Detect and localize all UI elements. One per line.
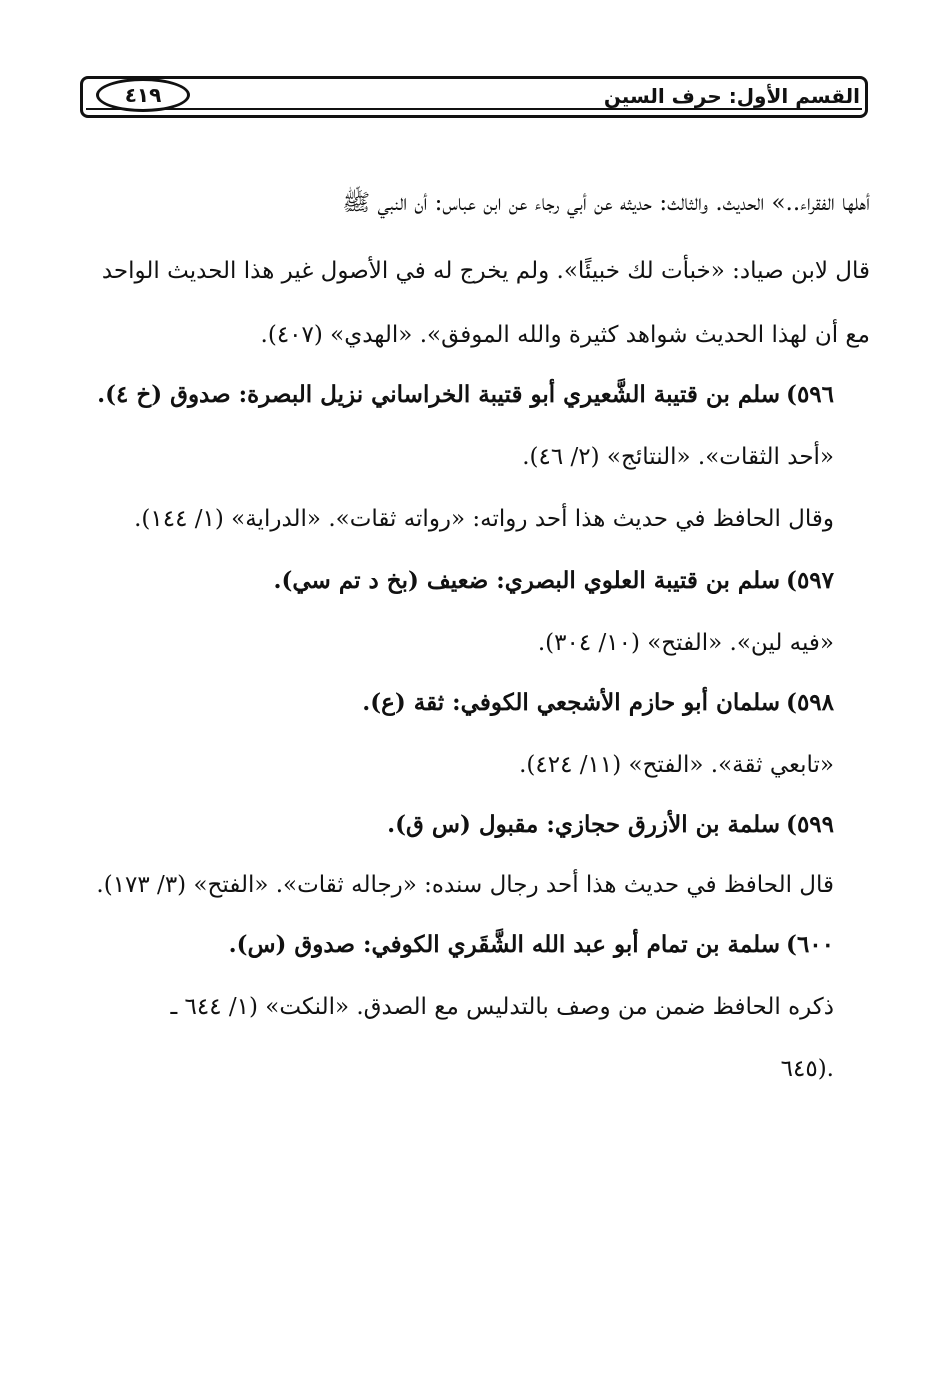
text-line-1: أهلها الفقراء..» الحديث. والثالث: حديثه عن أبي رجاء عن ابن عباس: أن النبي ﷺ (342, 190, 870, 216)
note-596-b: وقال الحافظ في حديث هذا أحد رواته: «رواته ثقات». «الدراية» (١/ ١٤٤). (134, 506, 834, 532)
entry-text: سلمة بن تمام أبو عبد الله الشَّقَري الكوفي: صدوق (س). (228, 931, 781, 958)
entry-text: سلم بن قتيبة الشَّعيري أبو قتيبة الخراساني نزيل البصرة: صدوق (خ ٤). (97, 381, 781, 408)
entry-598 (362, 686, 834, 720)
entry-text: سلمة بن الأزرق حجازي: مقبول (س ق). (387, 811, 781, 838)
entry-number: ٦٠٠) (786, 931, 834, 958)
text-line-2: قال لابن صياد: «خبأت لك خبيئًا». ولم يخرج له في الأصول غير هذا الحديث الواحد (101, 258, 870, 284)
note-599: قال الحافظ في حديث هذا أحد رجال سنده: «رجاله ثقات». «الفتح» (٣/ ١٧٣). (96, 872, 834, 898)
entry-number: ٥٩٨) (786, 689, 834, 716)
entry-599 (387, 808, 834, 842)
text-line-3: مع أن لهذا الحديث شواهد كثيرة والله الموفق». «الهدي» (٤٠٧). (260, 322, 870, 348)
note-596-a: «أحد الثقات». «النتائج» (٢/ ٤٦). (522, 444, 834, 470)
entry-number: ٥٩٦) (786, 381, 834, 408)
note-597: «فيه لين». «الفتح» (١٠/ ٣٠٤). (537, 630, 834, 656)
note-598: «تابعي ثقة». «الفتح» (١١/ ٤٢٤). (519, 752, 834, 778)
entry-597 (273, 564, 834, 598)
entry-number: ٥٩٩) (786, 811, 834, 838)
entry-600 (229, 928, 834, 962)
entry-number: ٥٩٧) (786, 567, 834, 594)
note-600-a: ذكره الحافظ ضمن من وصف بالتدليس مع الصدق. «النكت» (١/ ٦٤٤ ـ (170, 994, 834, 1020)
entry-text: سلم بن قتيبة العلوي البصري: ضعيف (بخ د تم سي). (273, 567, 781, 594)
page-number: ٤١٩ (96, 78, 190, 112)
header-rule (86, 108, 862, 110)
entry-596 (97, 378, 834, 412)
entry-text: سلمان أبو حازم الأشجعي الكوفي: ثقة (ع). (362, 689, 781, 716)
note-600-b: ٦٤٥). (780, 1056, 834, 1082)
running-header-title: القسم الأول: حرف السين (603, 84, 860, 108)
